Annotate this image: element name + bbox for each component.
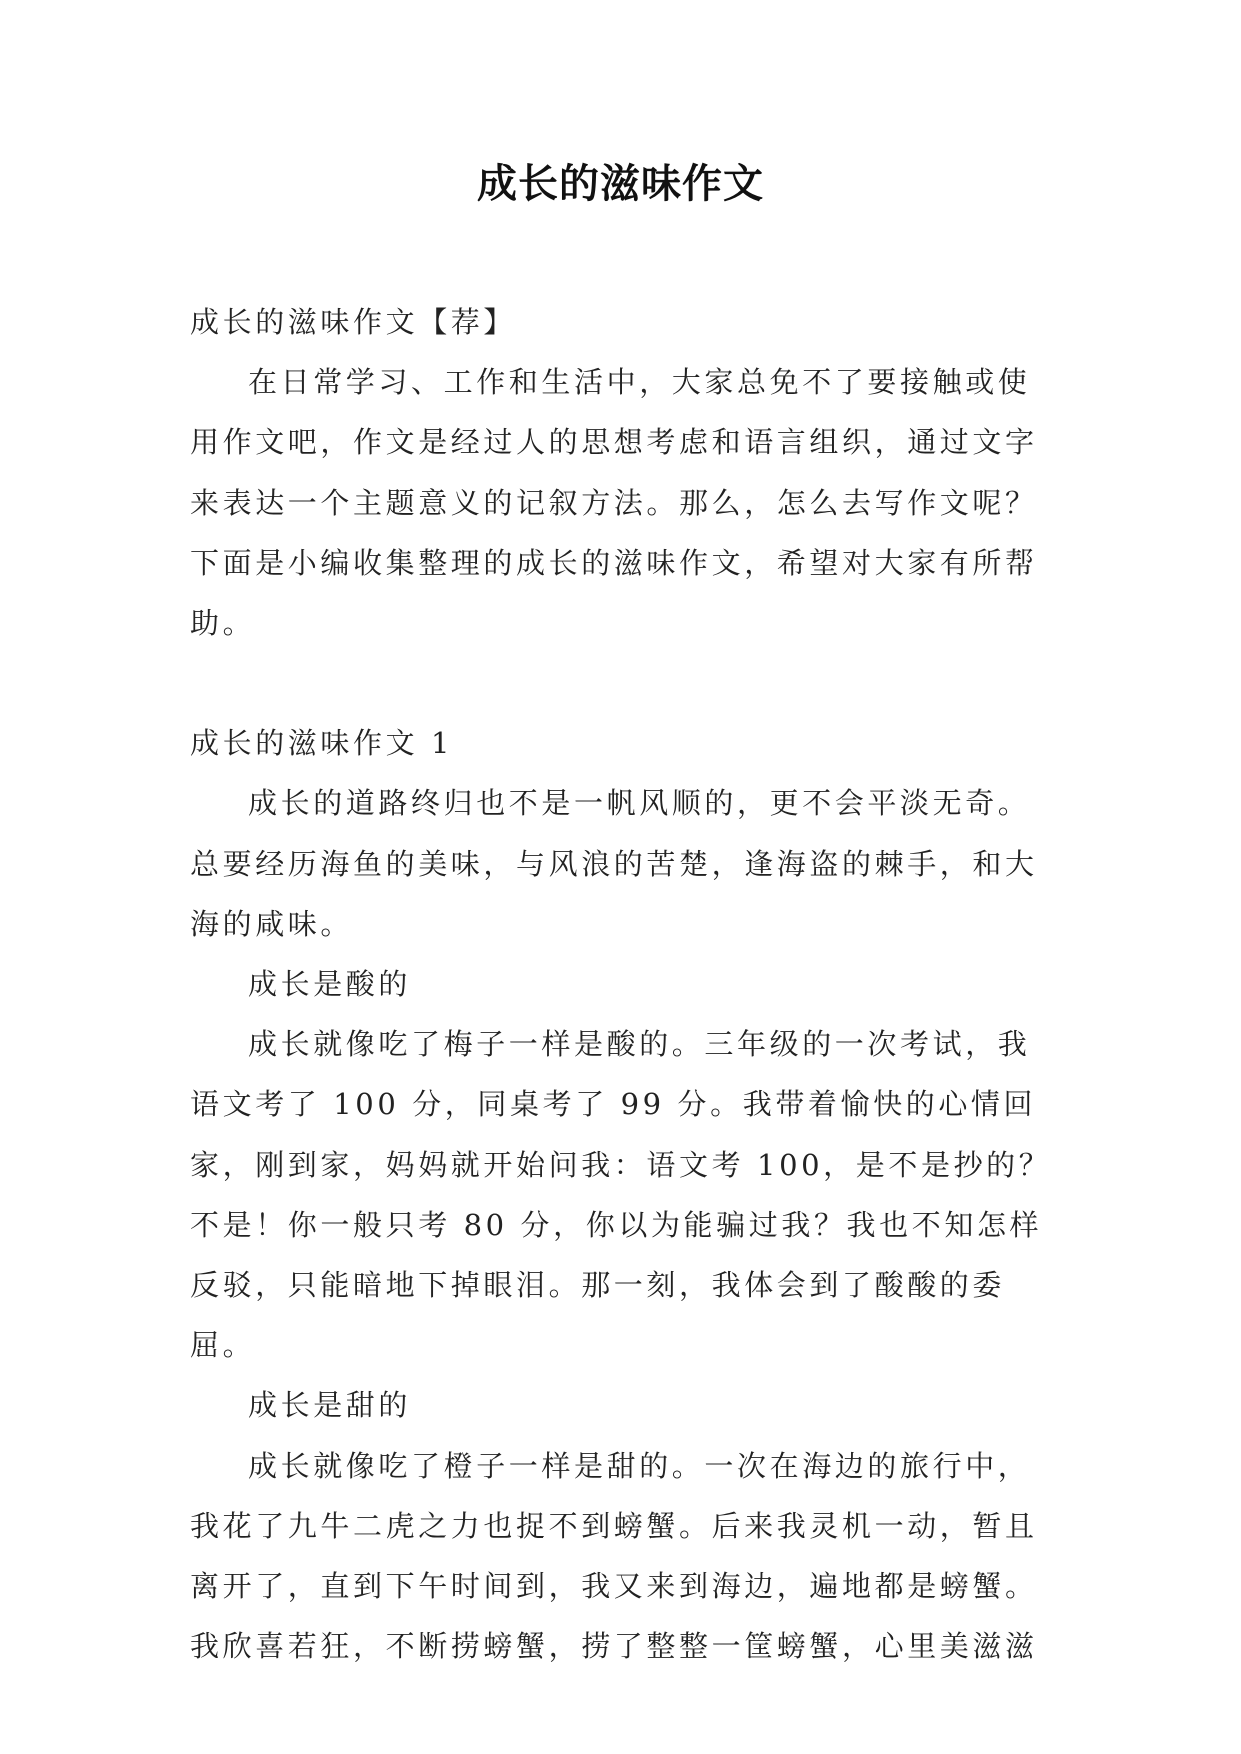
essay-1-paragraph-1: 成长的道路终归也不是一帆风顺的，更不会平淡无奇。总要经历海鱼的美味，与风浪的苦楚，逢海盗的棘手，和大海的咸味。: [190, 786, 1038, 941]
essay-1-paragraph-2: 成长就像吃了梅子一样是酸的。三年级的一次考试，我语文考了 100 分，同桌考了 99 分。我带着愉快的心情回家，刚到家，妈妈就开始问我：语文考 100，是不是抄的？不是！你一般只考 80 分，你以为能骗过我？我也不知怎样反驳，只能暗地下掉眼泪。那一刻，我体会到了酸酸的委屈。: [190, 1027, 1052, 1363]
document-title: 成长的滋味作文: [477, 160, 764, 207]
subheading-sour: 成长是酸的: [248, 967, 412, 1002]
main-heading: 成长的滋味作文【荐】: [190, 305, 517, 339]
subheading-sweet: 成长是甜的: [248, 1388, 412, 1423]
essay-1-heading: 成长的滋味作文 1: [190, 726, 454, 761]
essay-1-paragraph-3: 成长就像吃了橙子一样是甜的。一次在海边的旅行中，我花了九牛二虎之力也捉不到螃蟹。后来我灵机一动，暂且离开了，直到下午时间到，我又来到海边，遍地都是螃蟹。我欣喜若狂，不断捞螃蟹，捞了整整一筐螃蟹，心里美滋滋: [190, 1448, 1038, 1664]
intro-paragraph: 在日常学习、工作和生活中，大家总免不了要接触或使用作文吧，作文是经过人的思想考虑和语言组织，通过文字来表达一个主题意义的记叙方法。那么，怎么去写作文呢？下面是小编收集整理的成长的滋味作文，希望对大家有所帮助。: [190, 365, 1038, 641]
document-body: [190, 292, 1060, 1676]
section-spacer: [190, 653, 1060, 713]
